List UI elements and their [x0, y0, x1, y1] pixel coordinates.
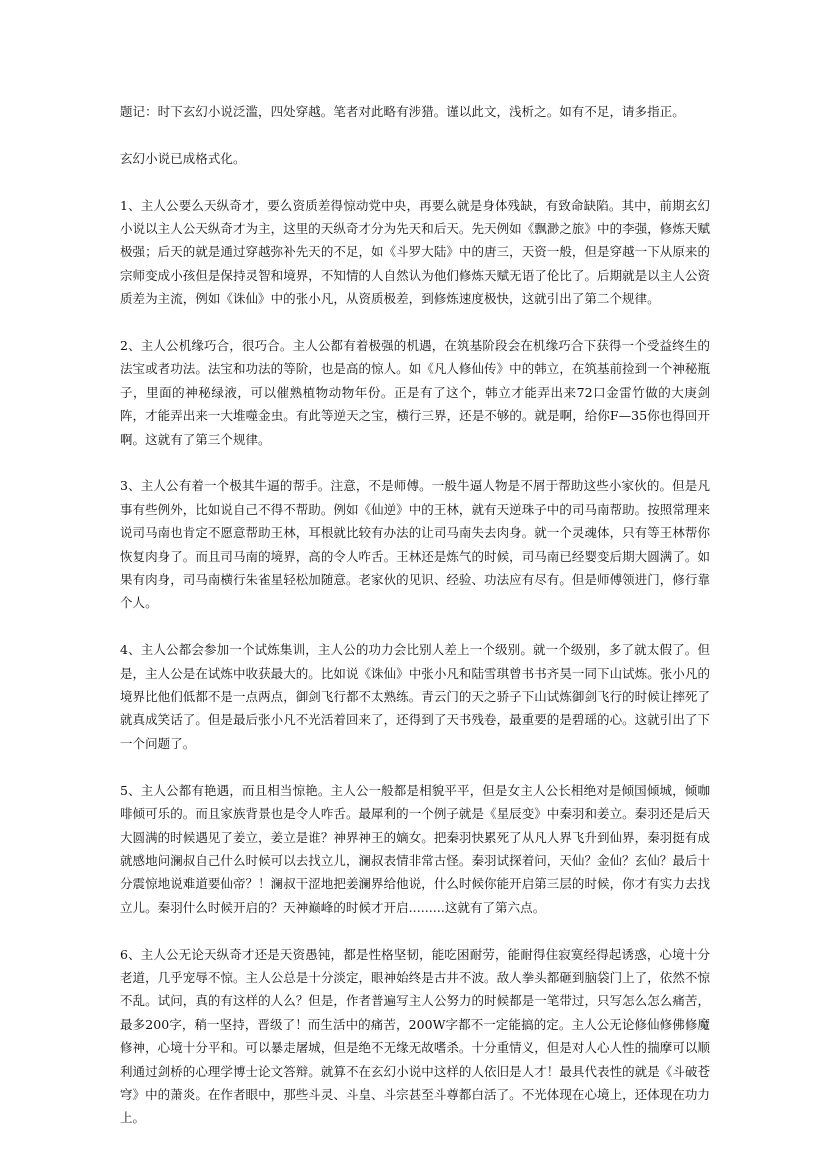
rule-2-paragraph: 2、主人公机缘巧合，很巧合。主人公都有着极强的机遇，在筑基阶段会在机缘巧合下获得一个受益终生的法宝或者功法。法宝和功法的等阶，也是高的惊人。如《凡人修仙传》中的韩立，在筑基前捡到一个神秘瓶子，里面的神秘绿液，可以催熟植物动物年份。正是有了这个，韩立才能弄出来72口金雷竹做的大庚剑阵，才能弄出来一大堆噬金虫。有此等逆天之宝，横行三界，还是不够的。就是啊，给你F—35你也得回开啊。这就有了第三个规律。 [120, 338, 710, 447]
document-page [120, 100, 710, 1130]
thesis-paragraph: 玄幻小说已成格式化。 [120, 150, 246, 166]
foreword-paragraph: 题记：时下玄幻小说泛滥，四处穿越。笔者对此略有涉猎。谨以此文，浅析之。如有不足，请多指正。 [120, 104, 685, 119]
rule-5-paragraph: 5、主人公都有艳遇，而且相当惊艳。主人公一般都是相貌平平，但是女主人公长相绝对是倾国倾城，倾咖啡倾可乐的。而且家族背景也是令人咋舌。最犀利的一个例子就是《星辰变》中秦羽和姜立。秦羽还是后天大圆满的时候遇见了姜立，姜立是谁？神界神王的嫡女。把秦羽快累死了从凡人界飞升到仙界，秦羽挺有成就感地问澜叔自己什么时候可以去找立儿，澜叔表情非常古怪。秦羽试探着问，天仙？金仙？玄仙？最后十分震惊地说难道要仙帝？！澜叔干涩地把姜澜界给他说，什么时候你能开启第三层的时候，你才有实力去找立儿。秦羽什么时候开启的？天神巅峰的时候才开启.........这就有了第六点。 [120, 782, 710, 915]
rule-3-paragraph: 3、主人公有着一个极其牛逼的帮手。注意，不是师傅。一般牛逼人物是不屑于帮助这些小家伙的。但是凡事有些例外，比如说自己不得不帮助。例如《仙逆》中的王林，就有天逆珠子中的司马南帮助。按照常理来说司马南也肯定不愿意帮助王林，耳根就比较有办法的让司马南失去肉身。就一个灵魂体，只有等王林帮你恢复肉身了。而且司马南的境界，高的令人咋舌。王林还是炼气的时候，司马南已经婴变后期大圆满了。如果有肉身，司马南横行朱雀星轻松加随意。老家伙的见识、经验、功法应有尽有。但是师傅领进门，修行靠个人。 [120, 478, 710, 611]
rule-6-paragraph: 6、主人公无论天纵奇才还是天资愚钝，都是性格坚韧，能吃困耐劳，能耐得住寂寞经得起诱惑，心境十分老道，几乎宠辱不惊。主人公总是十分淡定，眼神始终是古井不波。敌人拳头都砸到脑袋门上了，依然不惊不乱。试问，真的有这样的人么？但是，作者普遍写主人公努力的时候都是一笔带过，只写怎么怎么痛苦，最多200字，稍一坚持，晋级了！而生活中的痛苦，200W字都不一定能搞的定。主人公无论修仙修佛修魔修神，心境十分平和。可以暴走屠城，但是绝不无缘无故嗜杀。十分重情义，但是对人心人性的揣摩可以顺利通过剑桥的心理学博士论文答辩。就算不在玄幻小说中这样的人依旧是人才！最具代表性的就是《斗破苍穹》中的萧炎。在作者眼中，那些斗灵、斗皇、斗宗甚至斗尊都白活了。不光体现在心境上，还体现在功力上。 [120, 946, 710, 1126]
rule-4-paragraph: 4、主人公都会参加一个试炼集训，主人公的功力会比别人差上一个级别。就一个级别，多了就太假了。但是，主人公是在试炼中收获最大的。比如说《诛仙》中张小凡和陆雪琪曾书书齐昊一同下山试炼。张小凡的境界比他们低都不是一点两点，御剑飞行都不太熟练。青云门的天之骄子下山试炼御剑飞行的时候让摔死了就真成笑话了。但是最后张小凡不光活着回来了，还得到了天书残卷，最重要的是碧瑶的心。这就引出了下一个问题了。 [120, 642, 710, 751]
rule-1-paragraph: 1、主人公要么天纵奇才，要么资质差得惊动党中央，再要么就是身体残缺，有致命缺陷。其中，前期玄幻小说以主人公天纵奇才为主，这里的天纵奇才分为先天和后天。先天例如《飘渺之旅》中的李强，修炼天赋极强；后天的就是通过穿越弥补先天的不足，如《斗罗大陆》中的唐三，天资一般，但是穿越一下从原来的宗师变成小孩但是保持灵智和境界，不知情的人自然认为他们修炼天赋无语了伦比了。后期就是以主人公资质差为主流，例如《诛仙》中的张小凡，从资质极差，到修炼速度极快，这就引出了第二个规律。 [120, 197, 710, 307]
